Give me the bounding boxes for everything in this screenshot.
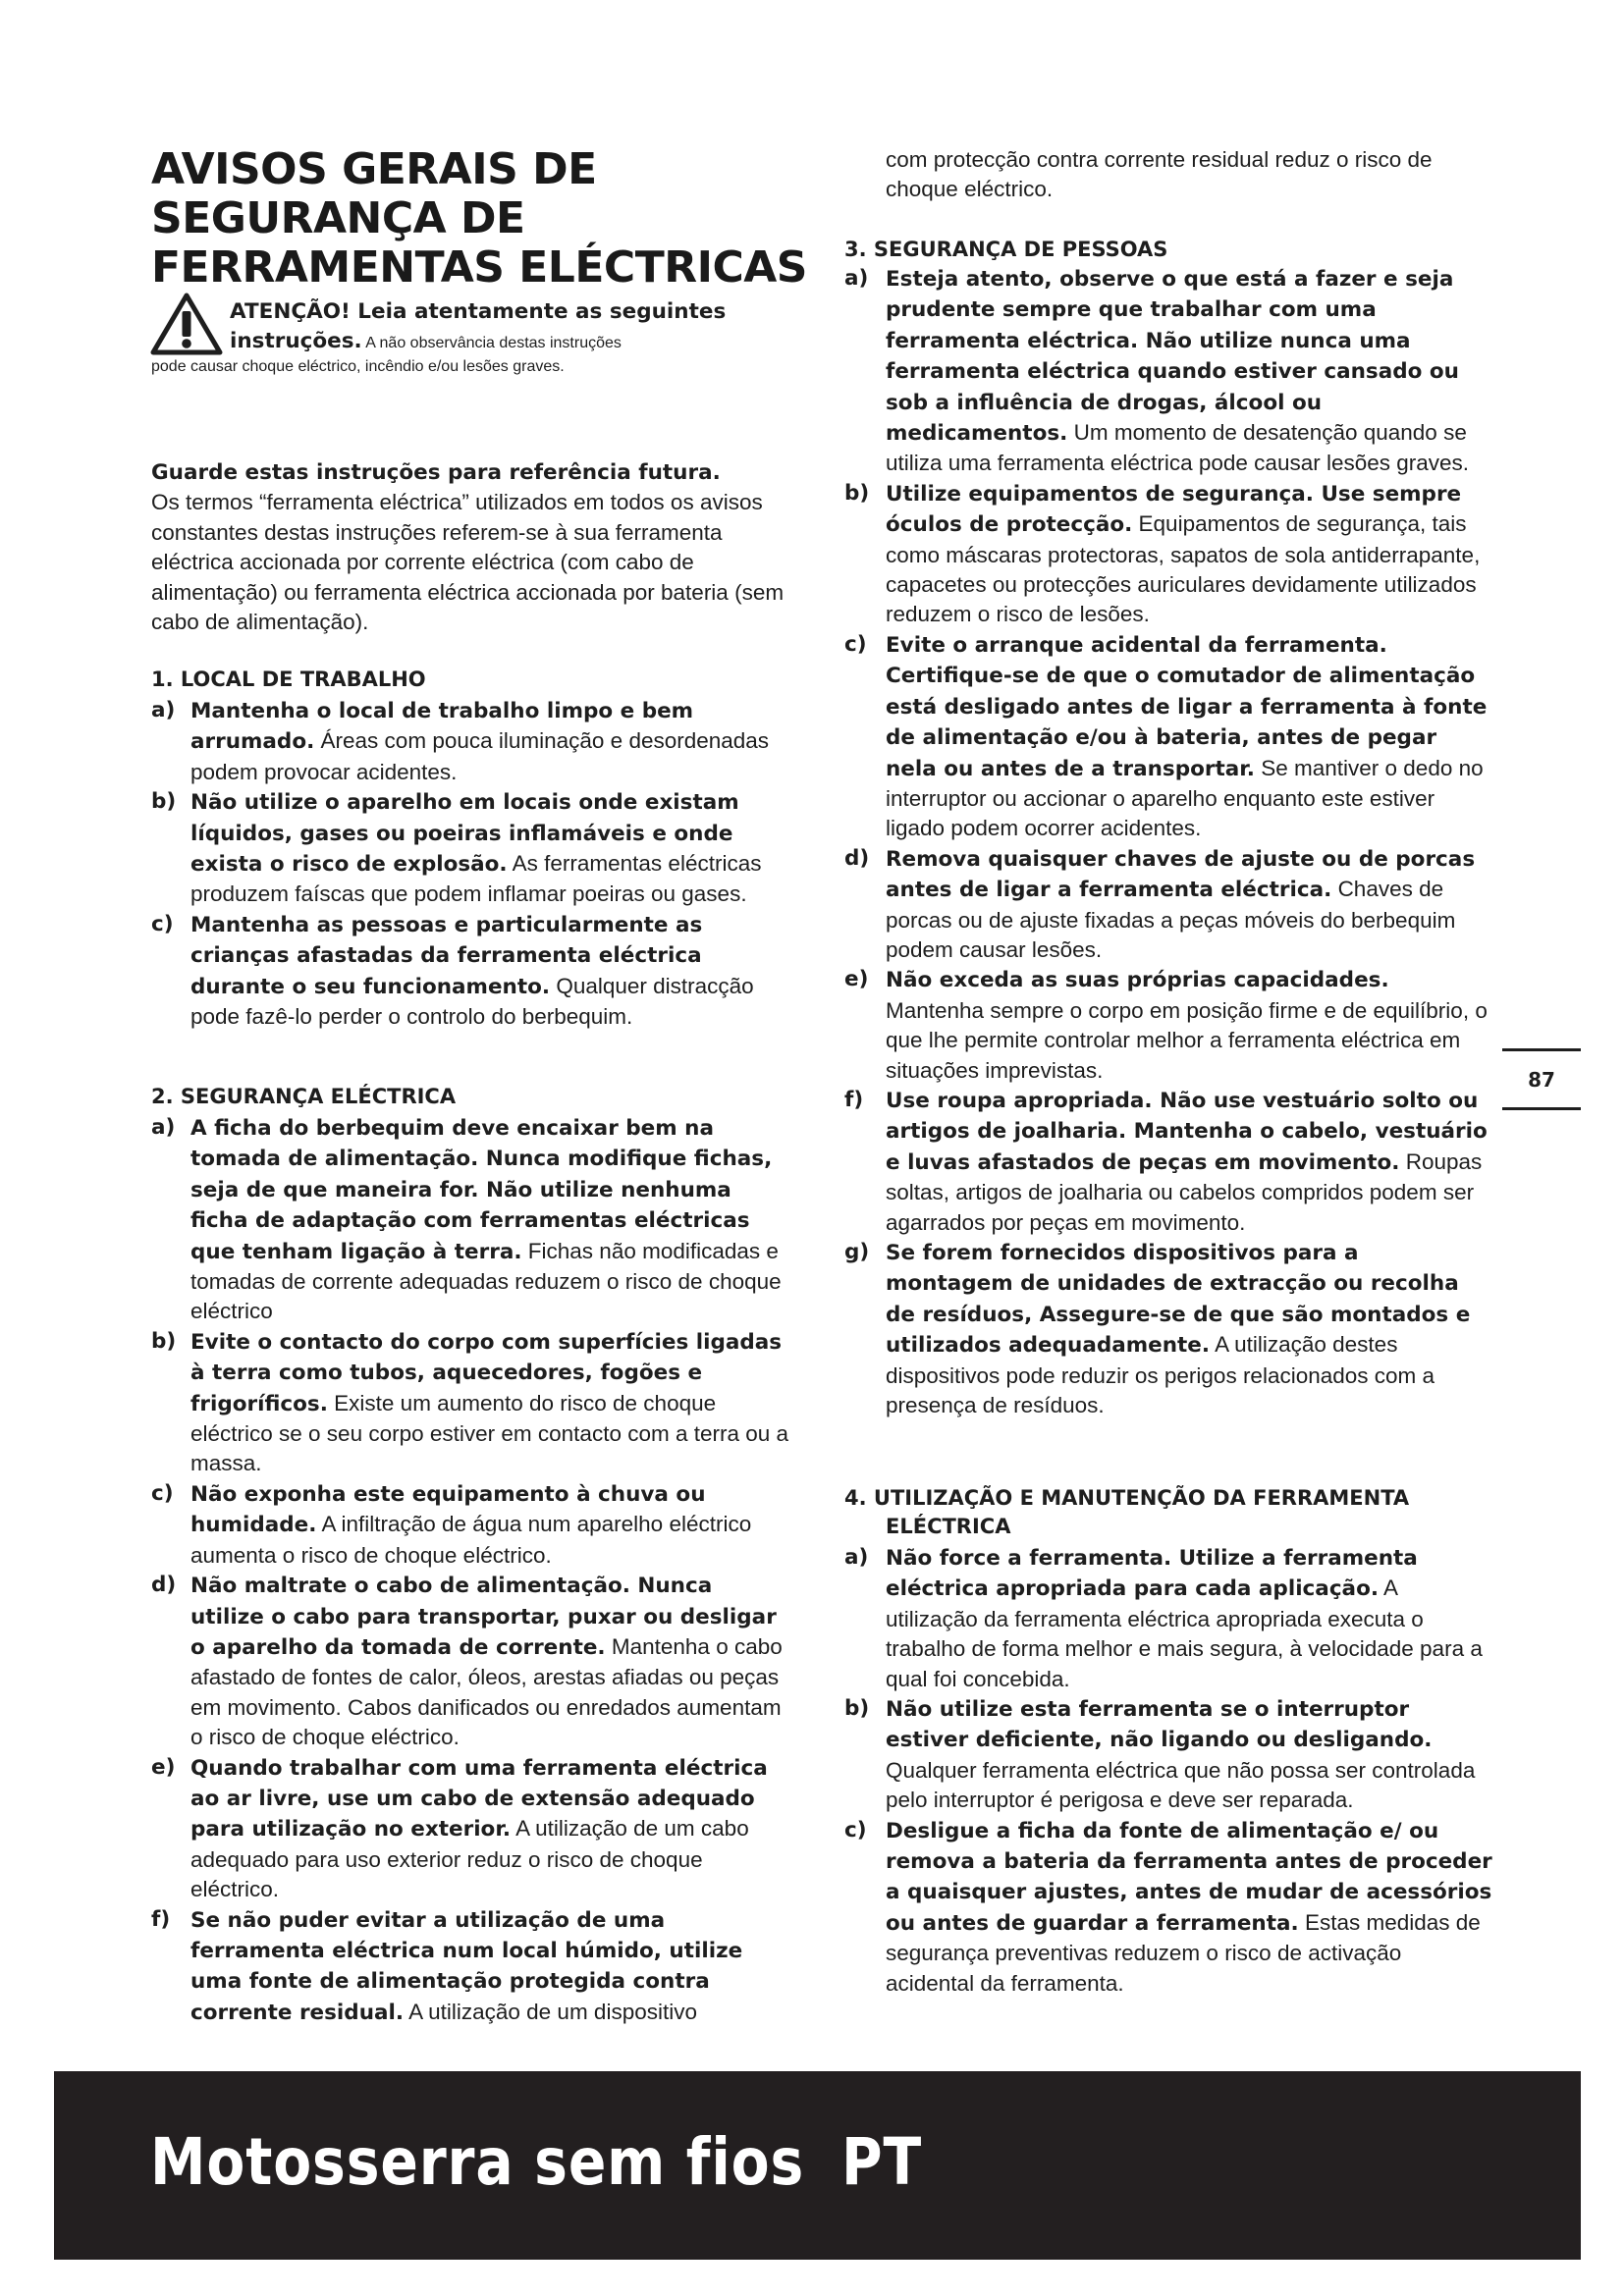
product-name: Motosserra sem fios (150, 2124, 805, 2200)
item-text: Fichas não modificadas e tomadas de corrente adequadas reduzem o risco de choque eléctrico (190, 1238, 782, 1324)
item-bold: Não exponha este equipamento à chuva ou humidade. (190, 1481, 706, 1538)
keep-bold: Guarde estas instruções para referência futura. (151, 460, 721, 485)
page-number: 87 (1528, 1068, 1555, 1092)
list-item: d) Não maltrate o cabo de alimentação. Nunca utilize o cabo para transportar, puxar ou desligar o aparelho da tomada de corrente. Mantenha o cabo afastado de fontes de calor, óleos, arestas afiadas ou peças em movimento. Cabos danificados ou enredados aumentam o risco de choque eléctrico. (151, 1573, 783, 1750)
item-bold: Evite o arranque acidental da ferramenta. Certifique-se de que o comutador de alimentação está desligado antes de ligar a ferramenta à fonte de alimentação e/ou à bateria, antes de pegar nela ou antes de a transportar. (886, 632, 1488, 781)
warning-triangle-icon (149, 292, 224, 356)
item-bold: Se forem fornecidos dispositivos para a montagem de unidades de extracção ou recolha de resíduos, Assegure-se de que são montados e utilizados adequadamente. (886, 1241, 1471, 1359)
item-bold: Não utilize o aparelho em locais onde existam líquidos, gases ou poeiras inflamáveis e onde exista o risco de explosão. (190, 790, 739, 878)
item-text: Se mantiver o dedo no interruptor ou accionar o aparelho enquanto este estiver ligado podem ocorrer acidentes. (886, 755, 1484, 841)
item-bold: Use roupa apropriada. Não use vestuário solto ou artigos de joalharia. Mantenha o cabelo, vestuário e luvas afastados de peças em movimento. (886, 1088, 1488, 1175)
item-text: A utilização destes dispositivos pode reduzir os perigos relacionados com a presença de resíduos. (886, 1332, 1435, 1418)
list-item: a) Esteja atento, observe o que está a fazer e seja prudente sempre que trabalhar com uma ferramenta eléctrica. Não utilize nunca uma ferramenta eléctrica quando estiver cansado ou sob a influência de drogas, álcool ou medicamentos. Um momento de desatenção quando se utiliza uma ferramenta eléctrica pode causar lesões graves. (844, 266, 1470, 476)
list-item: c) Desligue a ficha da fonte de alimentação e/ ou remova a bateria da ferramenta antes de proceder a quaisquer ajustes, antes de mudar de acessórios ou antes de guardar a ferramenta. Estas medidas de segurança preventivas reduzem o risco de activação acidental da ferramenta. (844, 1817, 1492, 1996)
item-text: A utilização de um cabo adequado para uso exterior reduz o risco de choque eléctrico. (190, 1816, 749, 1902)
warning-bold-line1: ATENÇÃO! Leia atentamente as seguintes (230, 299, 727, 324)
section-4-heading: 4. UTILIZAÇÃO E MANUTENÇÃO DA FERRAMENTA (844, 1486, 1410, 1510)
item-bold: Não exceda as suas próprias capacidades. (886, 968, 1389, 993)
item-bold: Desligue a ficha da fonte de alimentação e/ ou remova a bateria da ferramenta antes de proceder a quaisquer ajustes, antes de mudar de acessórios ou antes de guardar a ferramenta. (886, 1818, 1492, 1936)
item-text: A infiltração de água num aparelho eléctrico aumenta o risco de choque eléctrico. (190, 1512, 752, 1568)
section-2-f-continued: com protecção contra corrente residual reduz o risco de choque eléctrico. (886, 147, 1433, 202)
item-bold: Não utilize esta ferramenta se o interruptor estiver deficiente, não ligando ou desligando. (886, 1697, 1433, 1753)
item-text: Estas medidas de segurança preventivas reduzem o risco de activação acidental da ferramenta. (886, 1909, 1481, 1996)
language-code: PT (841, 2124, 923, 2200)
section-1-heading: 1. LOCAL DE TRABALHO (151, 667, 426, 691)
item-text: Qualquer distracção pode fazê-lo perder o controlo do berbequim. (190, 973, 754, 1030)
list-item: f) Use roupa apropriada. Não use vestuário solto ou artigos de joalharia. Mantenha o cabelo, vestuário e luvas afastados de peças em movimento. Roupas soltas, artigos de joalharia ou cabelos compridos podem ser agarrados por peças em movimento. (844, 1087, 1488, 1235)
list-item: a) Mantenha o local de trabalho limpo e bem arrumado. Áreas com pouca iluminação e desordenadas podem provocar acidentes. (151, 698, 770, 784)
list-item: b) Não utilize esta ferramenta se o interruptor estiver deficiente, não ligando ou desligando. Qualquer ferramenta eléctrica que não possa ser controlada pelo interruptor é perigosa e deve ser reparada. (844, 1696, 1476, 1813)
list-item: c) Não exponha este equipamento à chuva ou humidade. A infiltração de água num aparelho eléctrico aumenta o risco de choque eléctrico. (151, 1480, 752, 1568)
warning-text-rest: pode causar choque eléctrico, incêndio e/ou lesões graves. (151, 358, 565, 375)
list-item: d) Remova quaisquer chaves de ajuste ou de porcas antes de ligar a ferramenta eléctrica. Chaves de porcas ou de ajuste fixadas a peças móveis do berbequim podem causar lesões. (844, 845, 1476, 962)
item-text: Chaves de porcas ou de ajuste fixadas a peças móveis do berbequim podem causar lesões. (886, 877, 1456, 962)
section-3-heading: 3. SEGURANÇA DE PESSOAS (844, 238, 1168, 261)
item-bold: Remova quaisquer chaves de ajuste ou de porcas antes de ligar a ferramenta eléctrica. (886, 846, 1476, 903)
item-bold: Mantenha o local de trabalho limpo e bem arrumado. (190, 699, 694, 755)
item-text: Equipamentos de segurança, tais como máscaras protectoras, sapatos de sola antiderrapante, capacetes ou protecções auriculares devidamente utilizados reduzem o risco de lesões. (886, 511, 1481, 627)
footer-title (150, 2124, 922, 2200)
list-item: b) Não utilize o aparelho em locais onde existam líquidos, gases ou poeiras inflamáveis e onde exista o risco de explosão. As ferramentas eléctricas produzem faíscas que podem inflamar poeiras ou gases. (151, 789, 762, 907)
item-text: Mantenha o cabo afastado de fontes de calor, óleos, arestas afiadas ou peças em movimento. Cabos danificados ou enredados aumentam o risco de choque eléctrico. (190, 1633, 783, 1750)
item-text: Existe um aumento do risco de choque eléctrico se o seu corpo estiver em contacto com a terra ou a massa. (190, 1390, 789, 1476)
item-bold: Mantenha as pessoas e particularmente as crianças afastadas da ferramenta eléctrica durante o seu funcionamento. (190, 912, 703, 999)
item-bold: Utilize equipamentos de segurança. Use sempre óculos de protecção. (886, 481, 1462, 538)
list-item: c) Mantenha as pessoas e particularmente as crianças afastadas da ferramenta eléctrica durante o seu funcionamento. Qualquer distracção pode fazê-lo perder o controlo do berbequim. (151, 911, 754, 1030)
list-item: c) Evite o arranque acidental da ferramenta. Certifique-se de que o comutador de alimentação está desligado antes de ligar a ferramenta à fonte de alimentação e/ou à bateria, antes de pegar nela ou antes de a transportar. Se mantiver o dedo no interruptor ou accionar o aparelho enquanto este estiver ligado podem ocorrer acidentes. (844, 631, 1488, 841)
page-title: AVISOS GERAIS DE SEGURANÇA DE FERRAMENTAS ELÉCTRICAS (151, 144, 807, 293)
section-3-list (844, 264, 1492, 1420)
list-item: g) Se forem fornecidos dispositivos para a montagem de unidades de extracção ou recolha de resíduos, Assegure-se de que são montados e utilizados adequadamente. A utilização destes dispositivos pode reduzir os perigos relacionados com a presença de resíduos. (844, 1240, 1471, 1418)
warning-line2 (230, 329, 622, 353)
list-item: f) Se não puder evitar a utilização de uma ferramenta eléctrica num local húmido, utilize uma fonte de alimentação protegida contra corrente residual. A utilização de um dispositivo (151, 1906, 743, 2025)
list-item: e) Não exceda as suas próprias capacidades. Mantenha sempre o corpo em posição firme e de equilíbrio, o que lhe permite controlar melhor a ferramenta eléctrica em situações imprevistas. (844, 967, 1488, 1083)
item-bold: Se não puder evitar a utilização de uma ferramenta eléctrica num local húmido, utilize uma fonte de alimentação protegida contra corrente residual. (190, 1907, 743, 2025)
section-4-heading-line2: ELÉCTRICA (886, 1515, 1011, 1538)
item-bold: Evite o contacto do corpo com superfícies ligadas à terra como tubos, aquecedores, fogões e frigoríficos. (190, 1329, 783, 1416)
section-4-list (844, 1543, 1492, 1999)
item-text: As ferramentas eléctricas produzem faíscas que podem inflamar poeiras ou gases. (190, 851, 762, 907)
item-text: Mantenha sempre o corpo em posição firme e de equilíbrio, o que lhe permite controlar melhor a ferramenta eléctrica em situações imprevistas. (886, 997, 1488, 1083)
list-item: e) Quando trabalhar com uma ferramenta eléctrica ao ar livre, use um cabo de extensão adequado para utilização no exterior. A utilização de um cabo adequado para uso exterior reduz o risco de choque eléctrico. (151, 1754, 768, 1902)
page-number-rule-bottom (1502, 1107, 1581, 1110)
keep-text: Os termos “ferramenta eléctrica” utilizados em todos os avisos constantes destas instruções referem-se à sua ferramenta eléctrica accionada por corrente eléctrica (com cabo de alimentação) ou ferramenta eléctrica accionada por bateria (sem cabo de alimentação). (151, 490, 785, 635)
footer-banner (54, 2071, 1581, 2260)
warning-bold-line2: instruções. (230, 329, 362, 353)
item-text: Áreas com pouca iluminação e desordenadas podem provocar acidentes. (190, 728, 770, 784)
item-bold: Esteja atento, observe o que está a fazer e seja prudente sempre que trabalhar com uma ferramenta eléctrica. Não utilize nunca uma ferramenta eléctrica quando estiver cansado ou sob a influência de drogas, álcool ou medicamentos. (886, 267, 1459, 447)
item-text: A utilização de um dispositivo (408, 1999, 697, 2024)
item-text: Roupas soltas, artigos de joalharia ou cabelos compridos podem ser agarrados por peças em movimento. (886, 1148, 1483, 1235)
item-text: Qualquer ferramenta eléctrica que não possa ser controlada pelo interruptor é perigosa e deve ser reparada. (886, 1757, 1476, 1813)
item-bold: Não force a ferramenta. Utilize a ferramenta eléctrica apropriada para cada aplicação. (886, 1546, 1418, 1602)
list-item: a) Não force a ferramenta. Utilize a ferramenta eléctrica apropriada para cada aplicação. A utilização da ferramenta eléctrica apropriada executa o trabalho de forma melhor e mais segura, à velocidade para a qual foi concebida. (844, 1545, 1483, 1691)
section-1-list (151, 696, 789, 1032)
section-2-list (151, 1113, 789, 2028)
item-bold: Não maltrate o cabo de alimentação. Nunca utilize o cabo para transportar, puxar ou desligar o aparelho da tomada de corrente. (190, 1574, 777, 1660)
list-item: b) Utilize equipamentos de segurança. Use sempre óculos de protecção. Equipamentos de segurança, tais como máscaras protectoras, sapatos de sola antiderrapante, capacetes ou protecções auriculares devidamente utilizados reduzem o risco de lesões. (844, 480, 1481, 627)
page-number-rule-top (1502, 1048, 1581, 1051)
item-text: A utilização da ferramenta eléctrica apropriada executa o trabalho de forma melhor e mais segura, à velocidade para a qual foi concebida. (886, 1575, 1483, 1691)
warning-text-line2: A não observância destas instruções (365, 335, 622, 351)
keep-instructions (151, 457, 789, 637)
item-bold: Quando trabalhar com uma ferramenta eléctrica ao ar livre, use um cabo de extensão adequado para utilização no exterior. (190, 1755, 768, 1842)
list-item: a) A ficha do berbequim deve encaixar bem na tomada de alimentação. Nunca modifique fichas, seja de que maneira for. Não utilize nenhuma ficha de adaptação com ferramentas eléctricas que tenham ligação à terra. Fichas não modificadas e tomadas de corrente adequadas reduzem o risco de choque eléctrico (151, 1115, 782, 1324)
item-text: Um momento de desatenção quando se utiliza uma ferramenta eléctrica pode causar lesões graves. (886, 420, 1470, 476)
item-bold: A ficha do berbequim deve encaixar bem na tomada de alimentação. Nunca modifique fichas, seja de que maneira for. Não utilize nenhuma ficha de adaptação com ferramentas eléctricas que tenham ligação à terra. (190, 1116, 773, 1264)
list-item: b) Evite o contacto do corpo com superfícies ligadas à terra como tubos, aquecedores, fogões e frigoríficos. Existe um aumento do risco de choque eléctrico se o seu corpo estiver em contacto com a terra ou a massa. (151, 1328, 789, 1476)
section-2-heading: 2. SEGURANÇA ELÉCTRICA (151, 1085, 457, 1108)
